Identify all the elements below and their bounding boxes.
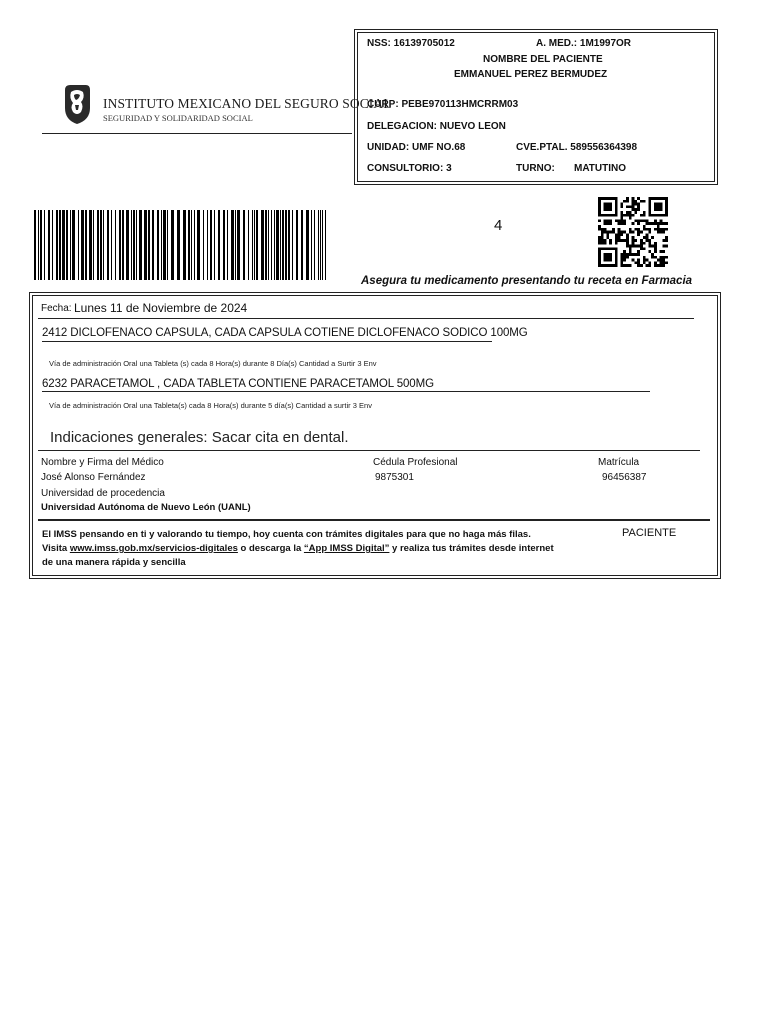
university-label: Universidad de procedencia [41, 488, 165, 499]
date-divider [38, 318, 694, 319]
copy-number: 4 [494, 217, 503, 234]
medication-1-instructions: Vía de administración Oral una Tableta (s) cada 8 Hora(s) durante 8 Día(s) Cantidad a Surtir 3 Env [49, 359, 377, 368]
unidad-field: UNIDAD: UMF NO.68 [367, 142, 466, 153]
imss-eagle-logo-icon [62, 82, 92, 126]
medication-2-underline [42, 391, 650, 392]
digital-services-notice [42, 528, 602, 570]
patient-name: EMMANUEL PEREZ BERMUDEZ [454, 69, 608, 80]
visit-prefix: Visita [42, 543, 70, 554]
download-text: o descarga la [237, 543, 304, 554]
matricula-label: Matrícula [598, 457, 640, 468]
cedula-value: 9875301 [375, 472, 414, 483]
footer-divider [38, 519, 710, 521]
nss-field: NSS: 16139705012 [367, 38, 455, 49]
institution-tagline: SEGURIDAD Y SOLIDARIDAD SOCIAL [103, 113, 253, 123]
services-link[interactable]: www.imss.gob.mx/servicios-digitales [69, 543, 238, 554]
pharmacy-note: Asegura tu medicamento presentando tu receta en Farmacia [361, 275, 693, 287]
indications-divider [38, 450, 700, 451]
patient-name-label: NOMBRE DEL PACIENTE [483, 54, 603, 65]
cedula-label: Cédula Profesional [373, 457, 458, 468]
medication-2-name: 6232 PARACETAMOL , CADA TABLETA CONTIENE PARACETAMOL 500MG [42, 378, 434, 390]
date-value: Lunes 11 de Noviembre de 2024 [74, 301, 248, 315]
prescription-barcode [34, 210, 326, 280]
medication-1-name: 2412 DICLOFENACO CAPSULA, CADA CAPSULA COTIENE DICLOFENACO SODICO 100MG [42, 327, 528, 339]
turno-value: MATUTINO [574, 163, 627, 174]
general-indications: Indicaciones generales: Sacar cita en dental. [50, 429, 349, 446]
medication-2-instructions: Vía de administración Oral una Tableta(s) cada 8 Hora(s) durante 5 día(s) Cantidad a surtir 3 Env [49, 401, 372, 410]
cve-ptal-field: CVE.PTAL. 589556364398 [516, 142, 638, 153]
a-med-field: A. MED.: 1M1997OR [536, 38, 632, 49]
app-name[interactable]: “App IMSS Digital” [303, 543, 390, 554]
copy-recipient-label: PACIENTE [622, 527, 677, 539]
matricula-value: 96456387 [602, 472, 647, 483]
institution-name: INSTITUTO MEXICANO DEL SEGURO SOCIAL [103, 96, 392, 111]
delegacion-field: DELEGACION: NUEVO LEON [367, 121, 506, 132]
consultorio-field: CONSULTORIO: 3 [367, 163, 452, 174]
line2-suffix: y realiza tus trámites desde internet [389, 543, 554, 554]
qr-code-icon [598, 197, 668, 267]
turno-label: TURNO: [516, 163, 555, 174]
header-divider [42, 133, 352, 134]
notice-line-3: de una manera rápida y sencilla [42, 557, 186, 568]
doctor-name: José Alonso Fernández [41, 472, 146, 483]
notice-line-2 [42, 542, 602, 556]
medication-1-underline [42, 341, 492, 342]
curp-field: CURP: PEBE970113HMCRRM03 [367, 99, 519, 110]
date-label: Fecha: [41, 303, 72, 314]
doctor-name-label: Nombre y Firma del Médico [41, 457, 164, 468]
university-value: Universidad Autónoma de Nuevo León (UANL) [41, 502, 251, 513]
notice-line-1: El IMSS pensando en ti y valorando tu tiempo, hoy cuenta con trámites digitales para que no haga más filas. [42, 529, 531, 540]
